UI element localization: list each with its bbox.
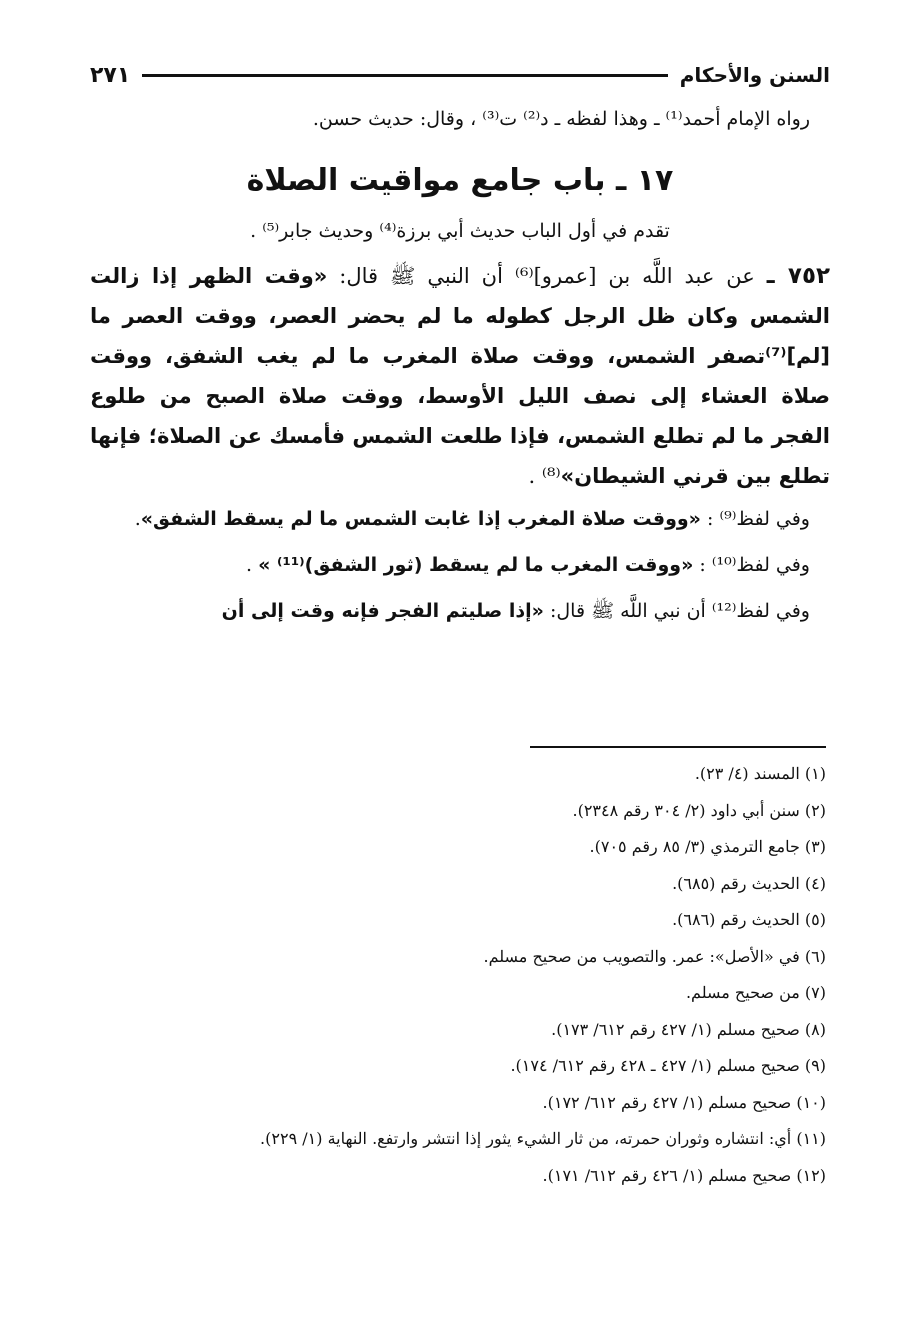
chapter-title: ١٧ ـ باب جامع مواقيت الصلاة	[246, 163, 674, 198]
book-page	[90, 56, 830, 634]
footnote-12: (١٢) صحيح مسلم (١/ ٤٢٦ رقم ٦١٢/ ١٧١).	[542, 1165, 826, 1185]
footnotes	[86, 756, 826, 1194]
footnote-2: (٢) سنن أبي داود (٢/ ٣٠٤ رقم ٢٣٤٨).	[572, 800, 826, 820]
footnote-separator	[530, 746, 826, 748]
variant-prefix: وفي لفظ⁽¹⁰⁾ :	[693, 554, 810, 576]
intro-line: رواه الإمام أحمد⁽¹⁾ ـ وهذا لفظه ـ د⁽²⁾ ت⁽³⁾ ، وقال: حديث حسن.	[312, 108, 810, 130]
variant-suffix: .	[134, 508, 141, 530]
variant-text: «ووقت المغرب ما لم يسقط (ثور الشفق)⁽¹¹⁾ »	[258, 554, 694, 576]
hadith-number: ٧٥٢ ـ	[766, 263, 831, 289]
variant-text: «ووقت صلاة المغرب إذا غابت الشمس ما لم يسقط الشفق»	[140, 508, 701, 530]
running-title: السنن والأحكام	[679, 63, 830, 87]
footnote-10: (١٠) صحيح مسلم (١/ ٤٢٧ رقم ٦١٢/ ١٧٢).	[542, 1092, 826, 1112]
footnote-6: (٦) في «الأصل»: عمر. والتصويب من صحيح مسلم.	[483, 946, 826, 966]
hadith-intro: عن عبد اللَّه بن [عمرو]⁽⁶⁾ أن النبي ﷺ قال:	[327, 264, 767, 288]
footnote-9: (٩) صحيح مسلم (١/ ٤٢٧ ـ ٤٢٨ رقم ٦١٢/ ١٧٤).	[510, 1056, 826, 1075]
chapter-note: تقدم في أول الباب حديث أبي برزة⁽⁴⁾ وحديث جابر⁽⁵⁾ .	[250, 220, 670, 242]
footnote-8: (٨) صحيح مسلم (١/ ٤٢٧ رقم ٦١٢/ ١٧٣).	[551, 1019, 826, 1039]
hadith-paragraph	[90, 256, 830, 496]
footnote-4: (٤) الحديث رقم (٦٨٥).	[672, 873, 826, 893]
hadith-end: ⁽⁸⁾ .	[528, 464, 561, 488]
footnote-5: (٥) الحديث رقم (٦٨٦).	[672, 910, 826, 929]
footnote-3: (٣) جامع الترمذي (٣/ ٨٥ رقم ٧٠٥).	[589, 837, 826, 856]
page-number: ٢٧١	[90, 62, 131, 88]
variant-text: «إذا صليتم الفجر فإنه وقت إلى أن	[221, 600, 544, 622]
footnote-7: (٧) من صحيح مسلم.	[685, 983, 826, 1002]
variant-line	[90, 542, 810, 588]
variant-prefix: وفي لفظ⁽¹²⁾ أن نبي اللَّه ﷺ قال:	[543, 600, 810, 622]
footnote-11: (١١) أي: انتشاره وثوران حمرته، من ثار الشيء يثور إذا انتشر وارتفع. النهاية (١/ ٢٢٩).	[260, 1129, 826, 1148]
footnote-1: (١) المسند (٤/ ٢٣).	[694, 764, 826, 783]
variant-line	[90, 496, 810, 542]
header-rule	[142, 74, 667, 77]
variant-prefix: وفي لفظ⁽⁹⁾ :	[700, 508, 810, 530]
running-header	[90, 56, 830, 94]
variant-suffix: .	[246, 554, 259, 576]
variant-line	[90, 588, 810, 634]
hadith-text: «وقت الظهر إذا زالت الشمس وكان ظل الرجل كطوله ما لم يحضر العصر، ووقت العصر ما [لم]⁽⁷⁾تصفر الشمس، ووقت صلاة المغرب ما لم يغب الشفق، ووقت صلاة العشاء إلى نصف الليل الأوسط، ووقت صلاة الصبح من طلوع الفجر ما لم تطلع الشمس، فإذا طلعت الشمس فأمسك عن الصلاة؛ فإنها تطلع بين قرني الشيطان»	[90, 264, 830, 488]
